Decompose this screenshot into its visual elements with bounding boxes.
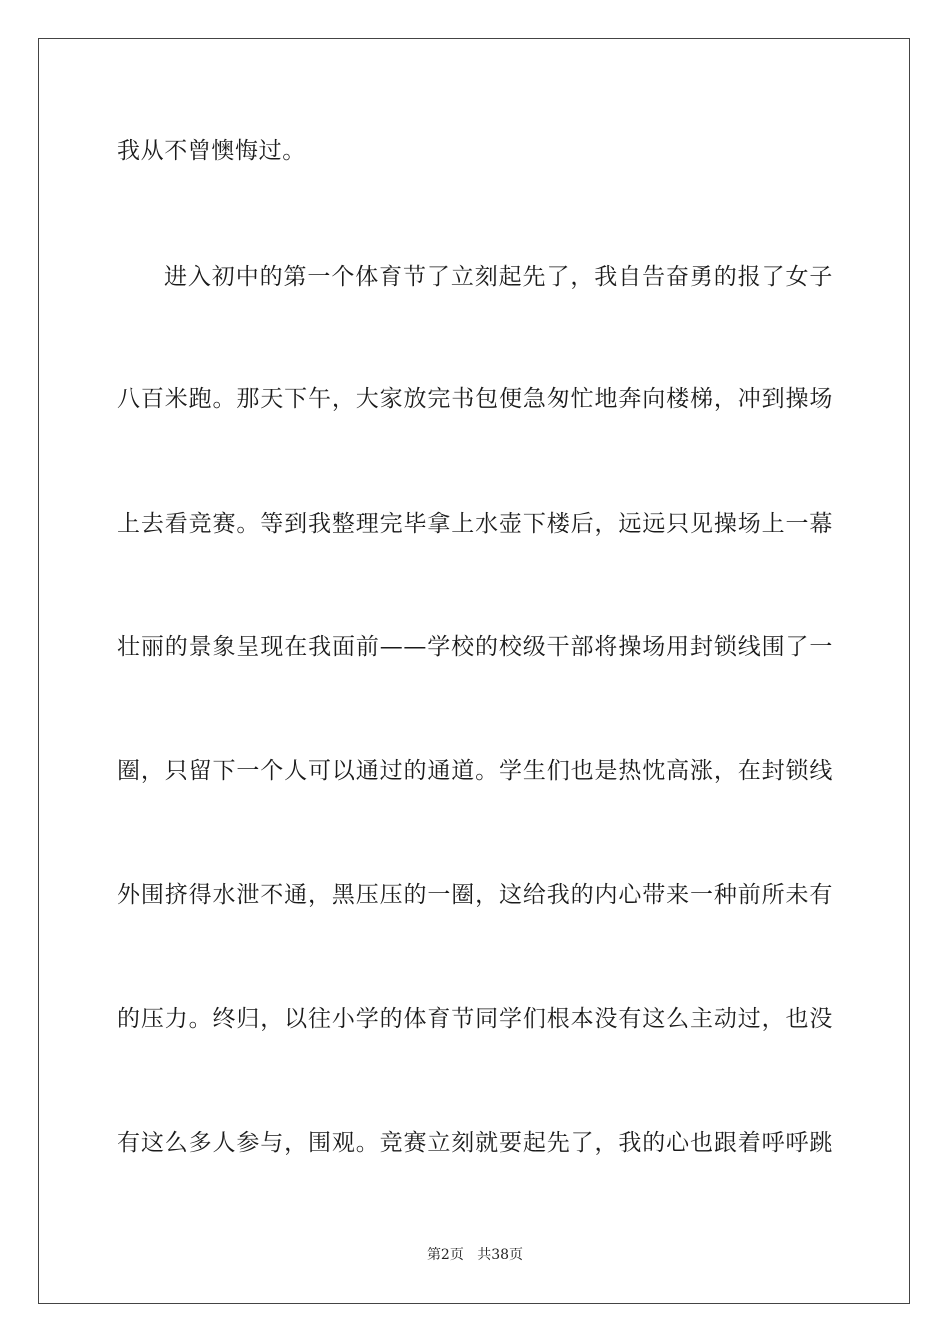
text-line-9: 有这么多人参与，围观。竞赛立刻就要起先了，我的心也跟着呼呼跳 (117, 1130, 833, 1156)
text-line-6: 圈，只留下一个人可以通过的通道。学生们也是热忱高涨，在封锁线 (117, 758, 833, 784)
page-total: 共38页 (477, 1247, 524, 1263)
text-line-5: 壮丽的景象呈现在我面前——学校的校级干部将操场用封锁线围了一 (117, 634, 833, 660)
text-line-7: 外围挤得水泄不通，黑压压的一圈，这给我的内心带来一种前所未有 (117, 882, 833, 908)
text-line-3: 八百米跑。那天下午，大家放完书包便急匆忙地奔向楼梯，冲到操场 (117, 386, 833, 412)
page-number: 第2页 (426, 1247, 464, 1263)
page-footer (0, 1246, 950, 1264)
text-line-4: 上去看竞赛。等到我整理完毕拿上水壶下楼后，远远只见操场上一幕 (117, 511, 833, 537)
text-line-2: 进入初中的第一个体育节了立刻起先了，我自告奋勇的报了女子 (164, 264, 833, 290)
page-border (38, 38, 910, 1304)
text-line-1: 我从不曾懊悔过。 (117, 138, 306, 164)
text-line-8: 的压力。终归，以往小学的体育节同学们根本没有这么主动过，也没 (117, 1006, 833, 1032)
